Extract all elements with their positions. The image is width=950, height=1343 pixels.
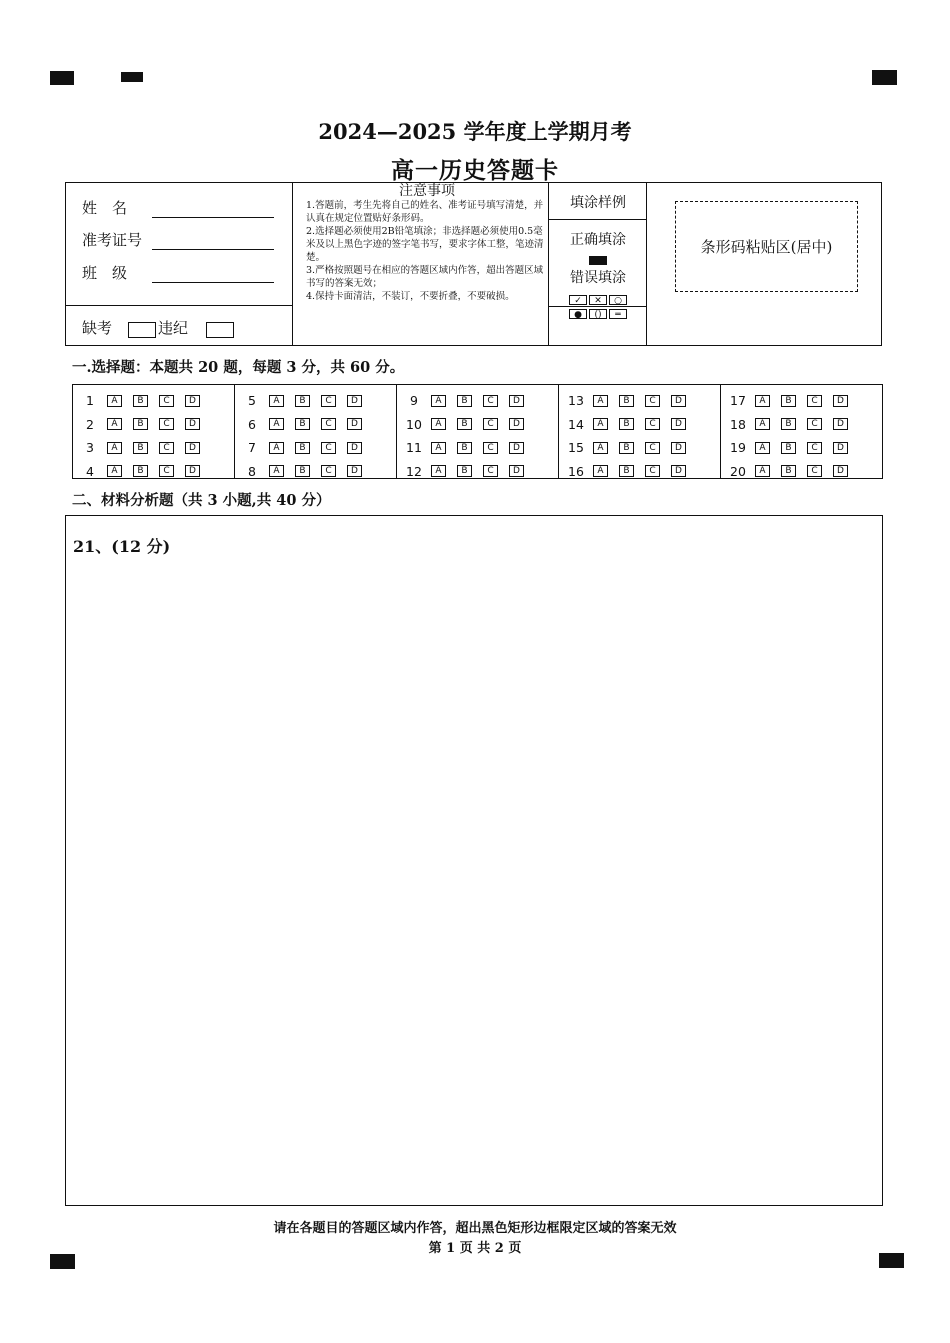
option-bubble[interactable]: B bbox=[781, 395, 796, 407]
option-bubble[interactable]: B bbox=[295, 465, 310, 477]
question-row bbox=[235, 389, 396, 413]
question-number: 19 bbox=[730, 440, 746, 456]
notice-item: 3.严格按照题号在相应的答题区域内作答，超出答题区域书写的答案无效； bbox=[306, 265, 544, 289]
violation-label: 违纪 bbox=[158, 319, 189, 337]
dash-mark-icon: ═ bbox=[609, 309, 627, 319]
footer-warning: 请在各题目的答题区域内作答，超出黑色矩形边框限定区域的答案无效 bbox=[273, 1221, 677, 1236]
card-title: 高一历史答题卡 bbox=[391, 157, 559, 184]
option-bubble[interactable]: A bbox=[269, 465, 284, 477]
option-bubble[interactable]: B bbox=[133, 442, 148, 454]
option-bubble[interactable]: B bbox=[295, 442, 310, 454]
cross-mark-icon: ✕ bbox=[589, 295, 607, 305]
choice-column bbox=[720, 385, 882, 478]
header-box bbox=[65, 182, 882, 346]
option-bubble[interactable]: B bbox=[133, 395, 148, 407]
option-bubble[interactable]: C bbox=[807, 418, 822, 430]
option-bubble[interactable]: A bbox=[269, 395, 284, 407]
id-line[interactable] bbox=[152, 233, 274, 250]
option-bubble[interactable]: B bbox=[133, 465, 148, 477]
question-number: 8 bbox=[248, 463, 256, 479]
q21-label: 21、(12 分) bbox=[73, 537, 171, 556]
option-bubble[interactable]: C bbox=[645, 395, 660, 407]
id-label: 准考证号 bbox=[82, 231, 143, 249]
notice-section bbox=[306, 185, 548, 303]
option-bubble[interactable]: C bbox=[645, 418, 660, 430]
option-bubble[interactable]: A bbox=[107, 418, 122, 430]
sample-title: 填涂样例 bbox=[570, 195, 626, 211]
question-number: 6 bbox=[248, 416, 256, 432]
question-number: 18 bbox=[730, 416, 746, 432]
section1-title: 一.选择题：本题共 20 题，每题 3 分，共 60 分。 bbox=[72, 359, 405, 376]
option-bubble[interactable]: B bbox=[457, 465, 472, 477]
question-number: 12 bbox=[406, 463, 422, 479]
option-bubble[interactable]: C bbox=[483, 418, 498, 430]
option-bubble[interactable]: B bbox=[295, 395, 310, 407]
question-row bbox=[397, 413, 558, 437]
question-row bbox=[73, 389, 234, 413]
option-bubble[interactable]: A bbox=[755, 465, 770, 477]
option-bubble[interactable]: A bbox=[593, 442, 608, 454]
option-bubble[interactable]: B bbox=[781, 418, 796, 430]
option-bubble[interactable]: C bbox=[159, 442, 174, 454]
choice-column bbox=[234, 385, 396, 478]
option-bubble[interactable]: D bbox=[185, 395, 200, 407]
choice-column bbox=[73, 385, 234, 478]
question-row bbox=[397, 436, 558, 460]
question-row bbox=[721, 389, 882, 413]
option-bubble[interactable]: A bbox=[431, 465, 446, 477]
option-bubble[interactable]: D bbox=[185, 442, 200, 454]
dot-mark-icon: ● bbox=[569, 309, 587, 319]
option-bubble[interactable]: B bbox=[781, 465, 796, 477]
question-number: 14 bbox=[568, 416, 584, 432]
option-bubble[interactable]: D bbox=[671, 442, 686, 454]
option-bubble[interactable]: C bbox=[159, 465, 174, 477]
question-row bbox=[235, 413, 396, 437]
option-bubble[interactable]: C bbox=[483, 442, 498, 454]
option-bubble[interactable]: D bbox=[185, 418, 200, 430]
question-number: 5 bbox=[248, 393, 256, 409]
option-bubble[interactable]: B bbox=[619, 418, 634, 430]
option-bubble[interactable]: D bbox=[347, 442, 362, 454]
option-bubble[interactable]: A bbox=[107, 465, 122, 477]
option-bubble[interactable]: C bbox=[321, 442, 336, 454]
question-row bbox=[721, 413, 882, 437]
question-row bbox=[73, 436, 234, 460]
question-number: 11 bbox=[406, 440, 422, 456]
question-number: 1 bbox=[86, 393, 94, 409]
alignment-mark-top-right bbox=[872, 70, 897, 85]
option-bubble[interactable]: C bbox=[645, 465, 660, 477]
barcode-label: 条形码粘贴区(居中) bbox=[700, 238, 833, 256]
name-field[interactable] bbox=[82, 197, 274, 218]
option-bubble[interactable]: D bbox=[671, 418, 686, 430]
wrong-fill-label: 错误填涂 bbox=[570, 270, 626, 286]
question-number: 15 bbox=[568, 440, 584, 456]
absent-violation-row bbox=[82, 317, 236, 338]
option-bubble[interactable]: C bbox=[807, 465, 822, 477]
option-bubble[interactable]: D bbox=[347, 418, 362, 430]
question-number: 7 bbox=[248, 440, 256, 456]
option-bubble[interactable]: D bbox=[347, 465, 362, 477]
violation-checkbox[interactable] bbox=[206, 322, 234, 338]
option-bubble[interactable]: A bbox=[107, 442, 122, 454]
question-row bbox=[397, 389, 558, 413]
option-bubble[interactable]: A bbox=[431, 395, 446, 407]
option-bubble[interactable]: D bbox=[509, 442, 524, 454]
question-row bbox=[559, 413, 720, 437]
question-number: 17 bbox=[730, 393, 746, 409]
option-bubble[interactable]: A bbox=[431, 442, 446, 454]
check-mark-icon: ✓ bbox=[569, 295, 587, 305]
choice-grid bbox=[72, 384, 883, 479]
option-bubble[interactable]: D bbox=[833, 465, 848, 477]
answer-area-q21[interactable] bbox=[65, 515, 883, 1206]
class-label: 班 级 bbox=[82, 264, 128, 282]
option-bubble[interactable]: A bbox=[755, 442, 770, 454]
option-bubble[interactable]: A bbox=[755, 395, 770, 407]
absent-checkbox[interactable] bbox=[128, 322, 156, 338]
exam-title: 2024—2025 学年度上学期月考 bbox=[318, 119, 632, 144]
question-row bbox=[721, 436, 882, 460]
option-bubble[interactable]: D bbox=[509, 418, 524, 430]
option-bubble[interactable]: C bbox=[645, 442, 660, 454]
question-row bbox=[559, 389, 720, 413]
option-bubble[interactable]: D bbox=[671, 465, 686, 477]
option-bubble[interactable]: C bbox=[159, 395, 174, 407]
question-row bbox=[73, 413, 234, 437]
class-field[interactable] bbox=[82, 262, 274, 283]
option-bubble[interactable]: A bbox=[431, 418, 446, 430]
option-bubble[interactable]: D bbox=[833, 442, 848, 454]
option-bubble[interactable]: B bbox=[133, 418, 148, 430]
question-number: 3 bbox=[86, 440, 94, 456]
option-bubble[interactable]: D bbox=[833, 418, 848, 430]
correct-fill-label: 正确填涂 bbox=[570, 232, 626, 248]
option-bubble[interactable]: D bbox=[833, 395, 848, 407]
alignment-mark-bottom-left bbox=[50, 1254, 75, 1269]
question-row bbox=[397, 460, 558, 484]
option-bubble[interactable]: C bbox=[321, 418, 336, 430]
option-bubble[interactable]: B bbox=[619, 465, 634, 477]
option-bubble[interactable]: A bbox=[269, 418, 284, 430]
option-bubble[interactable]: D bbox=[671, 395, 686, 407]
paren-mark-icon: () bbox=[589, 309, 607, 319]
class-line[interactable] bbox=[152, 266, 274, 283]
option-bubble[interactable]: A bbox=[107, 395, 122, 407]
circle-mark-icon: ○ bbox=[609, 295, 627, 305]
page-number: 第 1 页 共 2 页 bbox=[428, 1241, 522, 1256]
option-bubble[interactable]: C bbox=[159, 418, 174, 430]
question-number: 2 bbox=[86, 416, 94, 432]
option-bubble[interactable]: D bbox=[509, 465, 524, 477]
option-bubble[interactable]: B bbox=[619, 395, 634, 407]
notice-item: 1.答题前，考生先将自己的姓名、准考证号填写清楚，并认真在规定位置贴好条形码。 bbox=[306, 200, 544, 224]
option-bubble[interactable]: D bbox=[347, 395, 362, 407]
choice-column bbox=[558, 385, 720, 478]
id-field[interactable] bbox=[82, 229, 274, 250]
option-bubble[interactable]: C bbox=[321, 465, 336, 477]
name-label: 姓 名 bbox=[82, 199, 128, 217]
question-row bbox=[235, 436, 396, 460]
section2-title: 二、材料分析题（共 3 小题,共 40 分） bbox=[72, 492, 331, 509]
question-row bbox=[559, 460, 720, 484]
option-bubble[interactable]: B bbox=[457, 442, 472, 454]
option-bubble[interactable]: B bbox=[781, 442, 796, 454]
question-row bbox=[235, 460, 396, 484]
question-number: 20 bbox=[730, 463, 746, 479]
question-number: 4 bbox=[86, 463, 94, 479]
absent-label: 缺考 bbox=[82, 319, 113, 337]
question-number: 9 bbox=[410, 393, 418, 409]
option-bubble[interactable]: A bbox=[593, 418, 608, 430]
option-bubble[interactable]: C bbox=[807, 442, 822, 454]
question-row bbox=[73, 460, 234, 484]
option-bubble[interactable]: C bbox=[807, 395, 822, 407]
name-line[interactable] bbox=[152, 201, 274, 218]
alignment-mark-top-left bbox=[50, 71, 74, 85]
question-number: 10 bbox=[406, 416, 422, 432]
option-bubble[interactable]: B bbox=[457, 418, 472, 430]
option-bubble[interactable]: D bbox=[185, 465, 200, 477]
option-bubble[interactable]: A bbox=[269, 442, 284, 454]
alignment-mark-top-left-2 bbox=[121, 72, 143, 82]
notice-item: 2.选择题必须使用2B铅笔填涂；非选择题必须使用0.5毫米及以上黑色字迹的签字笔书写，要求字体工整，笔迹清楚。 bbox=[306, 226, 544, 263]
question-row bbox=[559, 436, 720, 460]
option-bubble[interactable]: A bbox=[593, 395, 608, 407]
question-number: 16 bbox=[568, 463, 584, 479]
option-bubble[interactable]: B bbox=[457, 395, 472, 407]
option-bubble[interactable]: C bbox=[483, 395, 498, 407]
choice-column bbox=[396, 385, 558, 478]
notice-item: 4.保持卡面清洁，不装订，不要折叠，不要破损。 bbox=[306, 291, 515, 302]
option-bubble[interactable]: B bbox=[619, 442, 634, 454]
option-bubble[interactable]: C bbox=[321, 395, 336, 407]
option-bubble[interactable]: A bbox=[755, 418, 770, 430]
option-bubble[interactable]: B bbox=[295, 418, 310, 430]
option-bubble[interactable]: A bbox=[593, 465, 608, 477]
question-row bbox=[721, 460, 882, 484]
question-number: 13 bbox=[568, 393, 584, 409]
option-bubble[interactable]: D bbox=[509, 395, 524, 407]
option-bubble[interactable]: C bbox=[483, 465, 498, 477]
wrong-fill-samples-2 bbox=[550, 305, 646, 321]
barcode-area bbox=[675, 201, 858, 292]
notice-title: 注意事项 bbox=[399, 183, 455, 199]
